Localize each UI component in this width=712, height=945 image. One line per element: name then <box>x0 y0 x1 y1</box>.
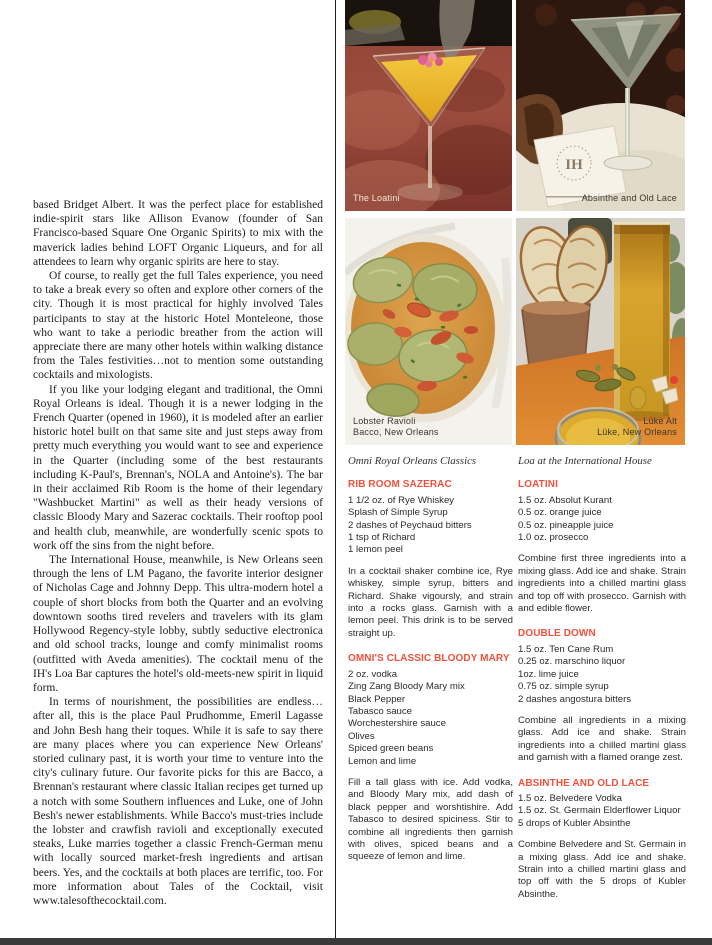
article-text-column <box>33 198 323 908</box>
recipe-absinthe-and-old-lace <box>518 778 686 902</box>
page-bottom-bar <box>0 938 712 945</box>
list-line: Olives <box>348 730 375 742</box>
list-line: 1.0 oz. prosecco <box>518 532 589 544</box>
recipe-title: RIB ROOM SAZERAC <box>348 479 452 491</box>
list-line: 1 tsp of Richard <box>348 532 416 544</box>
photo-the-loatini <box>345 0 512 211</box>
list-line: Lüke, New Orleans <box>597 427 677 437</box>
photo-caption <box>353 416 439 438</box>
list-line: Absinthe and Old Lace <box>581 193 677 203</box>
list-line: 5 drops of Kubler Absinthe <box>518 817 631 829</box>
recipe-title: DOUBLE DOWN <box>518 628 596 640</box>
ingredient-list <box>518 793 686 830</box>
mustard-dollop <box>630 387 646 409</box>
article-paragraph: Of course, to really get the full Tales experience, you need to take a break every so often and explore other corners of the city. Though it is most practical for highly involved Tales participants to stay at the historic Hotel Monteleone, those who want to take a periodic breather from the action will appreciate there are many other hotels within walking distance from the Tales festivities…not to mention some outstanding cocktails and mixologists. <box>33 270 323 382</box>
recipe-column-loa <box>518 455 686 914</box>
list-line: 0.5 oz. pineapple juice <box>518 519 614 531</box>
recipe-title: OMNI'S CLASSIC BLOODY MARY <box>348 653 510 665</box>
list-line: Zing Zang Bloody Mary mix <box>348 681 465 693</box>
list-line: Lüke Alt <box>643 416 677 426</box>
ingredient-list <box>348 669 513 768</box>
recipe-instructions: Combine all ingredients in a mixing glass. Add ice and shake. Strain ingredients into a chilled martini glass and garnish with a flamed orange zest. <box>518 714 686 764</box>
recipe-double-down <box>518 628 686 764</box>
list-line: 2 dashes angostura bitters <box>518 693 632 705</box>
recipe-instructions: In a cocktail shaker combine ice, Rye whiskey, simple syrup, bitters and Richard. Shake vigoursly, and strain into a rocks glass. Garnish with a lemon peel. This drink is to be served straight up. <box>348 565 513 639</box>
article-paragraph: based Bridget Albert. It was the perfect place for established indie-spirit stars like Allison Evanow (founder of San Francisco-based Square One Organic Spirits) to mix with the maverick ladies behind LOFT Organic Liqueurs, and for all attendees to learn why organic spirits are here to stay. <box>33 199 323 268</box>
glass-stem <box>428 126 432 188</box>
recipe-omnis-classic-bloody-mary <box>348 653 513 864</box>
photo-luke-alt <box>516 218 685 445</box>
list-line: Tabasco sauce <box>348 705 412 717</box>
list-line: 1.5 oz. Absolut Kurant <box>518 494 612 506</box>
list-line: 2 oz. vodka <box>348 668 398 680</box>
list-line: 2 dashes of Peychaud bitters <box>348 519 472 531</box>
glass-foot <box>398 184 462 200</box>
list-line: 1.5 oz. Belvedere Vodka <box>518 792 623 804</box>
list-line: Bacco, New Orleans <box>353 427 439 437</box>
recipe-instructions: Fill a tall glass with ice. Add vodka, and Bloody Mary mix, add dash of black pepper and worshtishire. Add Tabasco to desired spiciness. Stir to combine all ingredients then garnish with olives, spiced beans and a squeeze of lemon and lime. <box>348 776 513 863</box>
list-line: Splash of Simple Syrup <box>348 507 448 519</box>
ravioli-photo-illustration <box>345 218 512 445</box>
list-line: 0.75 oz. simple syrup <box>518 681 609 693</box>
glass-rim <box>614 222 670 225</box>
list-line: 1.5 oz. St. Germain Elderflower Liquor <box>518 805 681 817</box>
column-divider-rule <box>335 0 336 938</box>
recipe-column-omni <box>348 455 513 877</box>
article-paragraph: If you like your lodging elegant and traditional, the Omni Royal Orleans is ideal. Though it is a newer lodging in the French Quarter (opened in 1960), it is modeled after an earlier historic hotel built on that same site and just steps away from pretty much everything you would want to see and experience in the Quarter (including some of the best restaurants including K-Paul's, Brennan's, NOLA and Antoine's). The bar in their acclaimed Rib Room is the home of their legendary "Washbucket Martini" as well as their heady versions of classic Bloody Mary and Sazerac cocktails. Their rooftop pool and health club, meanwhile, are wonderfully scenic spots to work off the sins from the night before. <box>33 383 323 552</box>
photo-absinthe-and-old-lace <box>516 0 685 211</box>
list-line: 1.5 oz. Ten Cane Rum <box>518 643 614 655</box>
list-line: 0.5 oz. orange juice <box>518 507 602 519</box>
photo-caption <box>597 416 677 438</box>
recipe-section-title: Omni Royal Orleans Classics <box>348 455 477 467</box>
list-line: Black Pepper <box>348 693 406 705</box>
ingredient-list <box>348 495 513 557</box>
recipe-instructions: Combine Belvedere and St. Germain in a mixing glass. Add ice and shake. Strain into a chilled martini glass and top off with the 5 drops of Kubler Absinthe. <box>518 839 686 900</box>
recipe-title: ABSINTHE AND OLD LACE <box>518 777 650 789</box>
recipe-loatini <box>518 479 686 615</box>
article-paragraph: The International House, meanwhile, is New Orleans seen through the lens of LM Pagano, the favorite interior designer of Nicholas Cage and Johnny Depp. This ultra-modern hotel a couple of short blocks from both the Quarter and an evolving downtown sooths tired revelers and travelers with its glam Hollywood Regency-style lobby, subtly seductive electronica and old school tracks, lounge and comfy minimalist rooms (outfitted with Aveda amenities). The cocktail menu of the IH's Loa Bar captures the hotel's old-meets-new spirit in liquid form. <box>33 554 323 694</box>
absinthe-photo-illustration <box>516 0 685 211</box>
beer-photo-illustration <box>516 218 685 445</box>
article-paragraph: In terms of nourishment, the possibilities are endless…after all, this is the place Paul Prudhomme, Emeril Lagasse and John Besh hang their toques. While it is safe to say there are many places where you can experience New Orleans' storied culinary past, it is worth your time to venture into the city's culinary future. Our favorite picks for this are Bacco, a Brennan's restaurant where classic Italian recipes get turned up a notch with some Southern influences and Luke, one of John Besh's newer establishments. While Bacco's must-tries include the lobster and crawfish ravioli and exceptionally executed steaks, Luke marries together a classic French-German menu with locally sourced market-fresh ingredients and artisan beers. Yes, and the cocktails at both places are terrific, too. For more information about Tales of the Cocktail, visit www.talesofthecocktail.com. <box>33 696 323 907</box>
ingredient-list <box>518 644 686 706</box>
list-line: Lemon and lime <box>348 755 417 767</box>
list-line: 1oz. lime juice <box>518 668 579 680</box>
recipe-rib-room-sazerac <box>348 479 513 640</box>
photo-lobster-ravioli <box>345 218 512 445</box>
photo-caption <box>582 193 677 204</box>
ingredient-list <box>518 495 686 545</box>
list-line: The Loatini <box>353 193 400 203</box>
list-line: Spiced green beans <box>348 743 434 755</box>
recipe-instructions: Combine first three ingredients into a mixing glass. Add ice and shake. Strain ingredients into a chilled martini glass and top off with prosecco. Garnish with and edible flower. <box>518 553 686 615</box>
glass-foot <box>604 156 652 170</box>
recipe-section-title: Loa at the International House <box>518 455 652 467</box>
photo-caption <box>353 193 400 204</box>
list-line: Worchestershire sauce <box>348 718 446 730</box>
ih-monogram: IH <box>565 157 583 173</box>
list-line: Lobster Ravioli <box>353 416 416 426</box>
list-line: 1 lemon peel <box>348 544 403 556</box>
list-line: 1 1/2 oz. of Rye Whiskey <box>348 494 455 506</box>
recipe-title: LOATINI <box>518 479 558 491</box>
loatini-photo-illustration <box>345 0 512 211</box>
list-line: 0.25 oz. marschino liquor <box>518 656 626 668</box>
